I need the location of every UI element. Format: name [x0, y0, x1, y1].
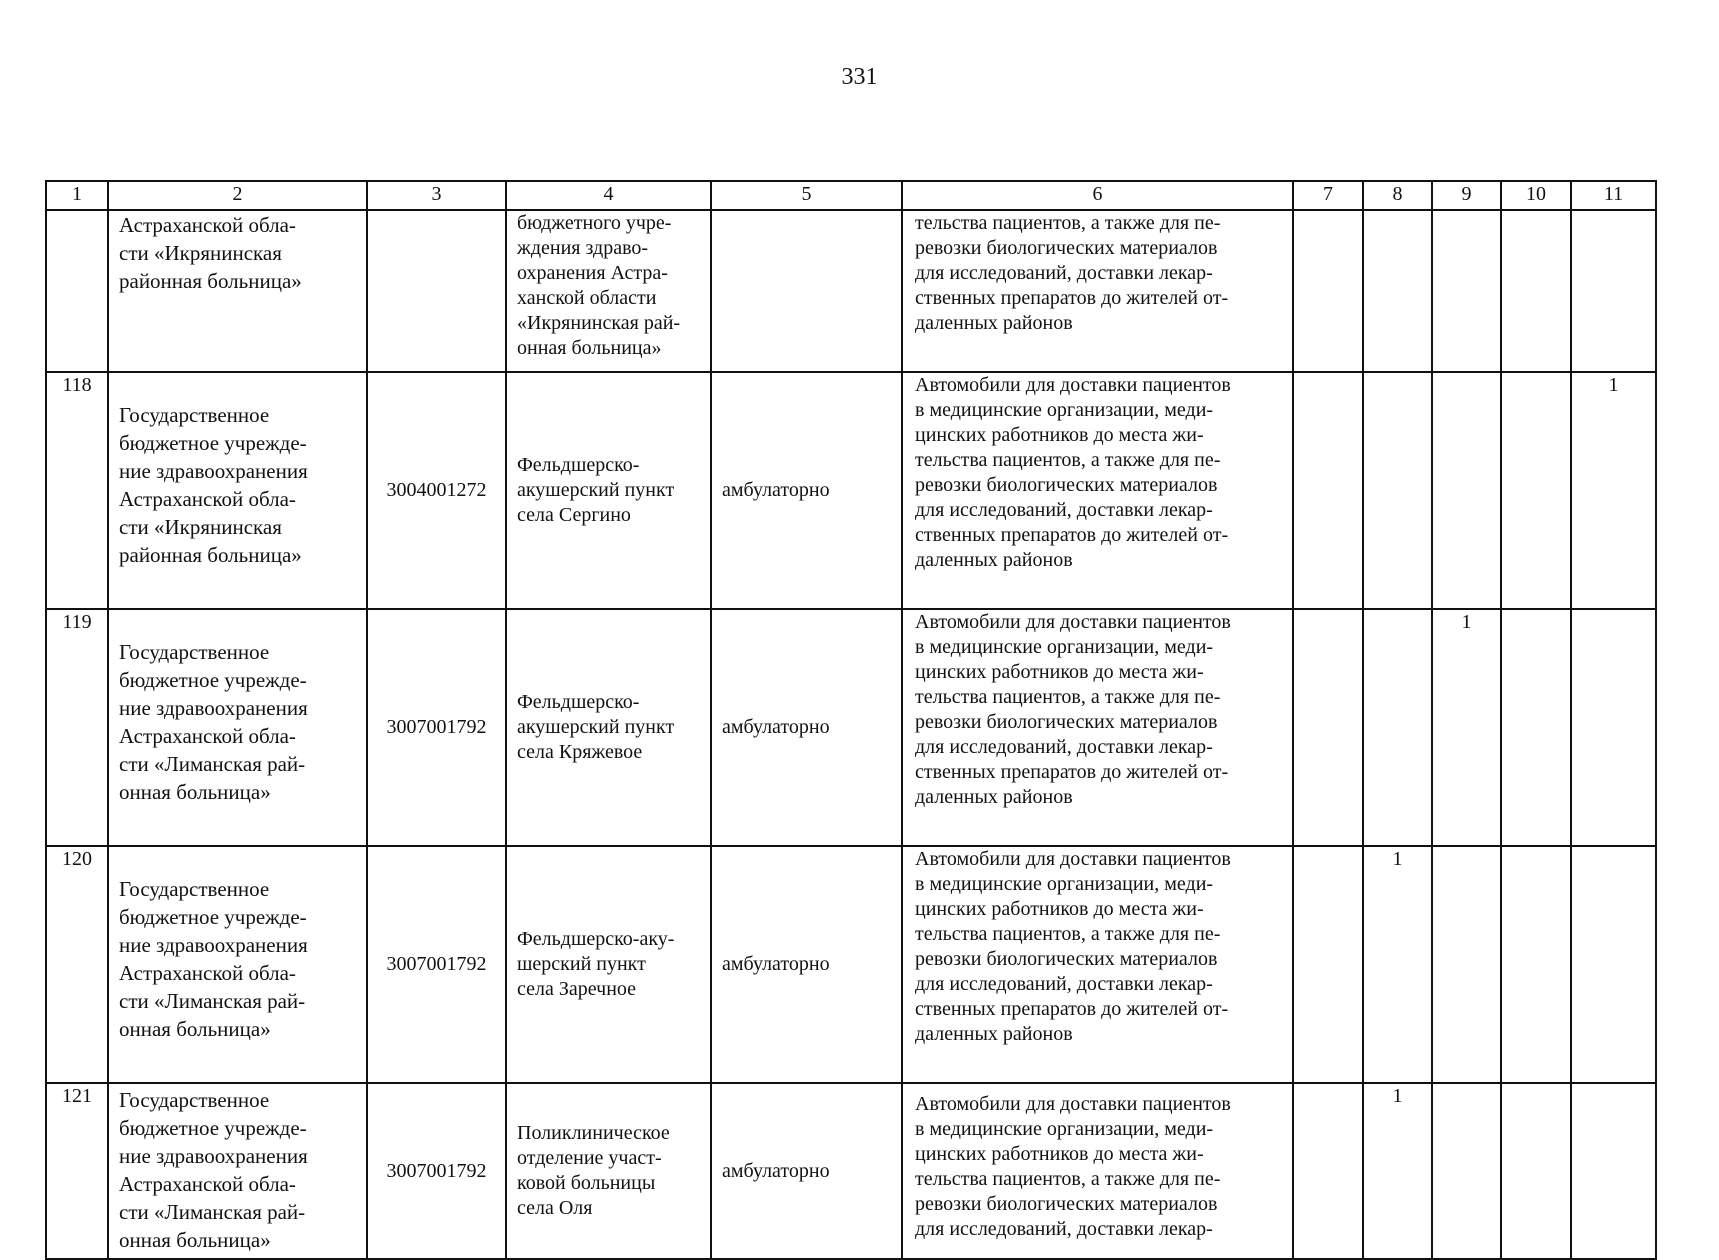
inn-code [367, 210, 506, 372]
column-header: 9 [1432, 181, 1501, 210]
row-number: 120 [46, 846, 108, 1083]
row-number: 119 [46, 609, 108, 846]
count-col-10 [1501, 609, 1571, 846]
organization-name: Государственное бюджетное учрежде- ние здравоохранения Астраханской обла- сти «Икрянинская районная больница» [108, 372, 367, 609]
page-number: 331 [841, 64, 878, 90]
column-header: 5 [711, 181, 902, 210]
count-col-9 [1432, 846, 1501, 1083]
count-col-10 [1501, 846, 1571, 1083]
care-mode: амбулаторно [711, 372, 902, 609]
column-header: 8 [1363, 181, 1432, 210]
table-row [46, 1083, 1656, 1259]
vehicle-purpose: Автомобили для доставки пациентов в медицинские организации, меди- цинских работников до места жи- тельства пациентов, а также для пе- ревозки биологических материалов для исследований, доставки лекар- ственных препаратов до жителей от- даленных районов [902, 372, 1293, 609]
table-row [46, 372, 1656, 609]
column-number-row [46, 181, 1656, 210]
organization-name: Государственное бюджетное учрежде- ние здравоохранения Астраханской обла- сти «Лиманская рай- онная больница» [108, 846, 367, 1083]
count-col-9 [1432, 372, 1501, 609]
count-col-7 [1293, 609, 1363, 846]
row-number [46, 210, 108, 372]
count-col-10 [1501, 210, 1571, 372]
structural-unit: Фельдшерско- акушерский пункт села Кряжевое [506, 609, 711, 846]
care-mode: амбулаторно [711, 846, 902, 1083]
inn-code: 3007001792 [367, 609, 506, 846]
inn-code: 3004001272 [367, 372, 506, 609]
vehicle-purpose: Автомобили для доставки пациентов в медицинские организации, меди- цинских работников до места жи- тельства пациентов, а также для пе- ревозки биологических материалов для исследований, доставки лекар- ственных препаратов до жителей от- даленных районов [902, 846, 1293, 1083]
count-col-10 [1501, 372, 1571, 609]
organization-name: Астраханской обла- сти «Икрянинская районная больница» [108, 210, 367, 372]
count-col-11 [1571, 846, 1656, 1083]
count-col-9 [1432, 210, 1501, 372]
count-col-11 [1571, 1083, 1656, 1259]
count-col-7 [1293, 846, 1363, 1083]
count-col-11 [1571, 609, 1656, 846]
care-mode: амбулаторно [711, 1083, 902, 1259]
count-col-8: 1 [1363, 846, 1432, 1083]
column-header: 7 [1293, 181, 1363, 210]
column-header: 1 [46, 181, 108, 210]
count-col-7 [1293, 372, 1363, 609]
count-col-8 [1363, 210, 1432, 372]
count-col-10 [1501, 1083, 1571, 1259]
column-header: 3 [367, 181, 506, 210]
structural-unit: Фельдшерско- акушерский пункт села Сергино [506, 372, 711, 609]
count-col-9: 1 [1432, 609, 1501, 846]
table-row [46, 846, 1656, 1083]
vehicle-purpose: тельства пациентов, а также для пе- ревозки биологических материалов для исследований, доставки лекар- ственных препаратов до жителей от- даленных районов [902, 210, 1293, 372]
count-col-11 [1571, 210, 1656, 372]
organization-name: Государственное бюджетное учрежде- ние здравоохранения Астраханской обла- сти «Лиманская рай- онная больница» [108, 1083, 367, 1259]
column-header: 2 [108, 181, 367, 210]
count-col-9 [1432, 1083, 1501, 1259]
count-col-7 [1293, 210, 1363, 372]
care-mode [711, 210, 902, 372]
structural-unit: Поликлиническое отделение участ- ковой больницы села Оля [506, 1083, 711, 1259]
structural-unit: Фельдшерско-аку- шерский пункт села Заречное [506, 846, 711, 1083]
column-header: 6 [902, 181, 1293, 210]
count-col-8 [1363, 372, 1432, 609]
inn-code: 3007001792 [367, 1083, 506, 1259]
column-header: 4 [506, 181, 711, 210]
organization-name: Государственное бюджетное учрежде- ние здравоохранения Астраханской обла- сти «Лиманская рай- онная больница» [108, 609, 367, 846]
vehicle-allocation-table [45, 180, 1657, 1260]
vehicle-purpose: Автомобили для доставки пациентов в медицинские организации, меди- цинских работников до места жи- тельства пациентов, а также для пе- ревозки биологических материалов для исследований, доставки лекар- [902, 1083, 1293, 1259]
table-row [46, 210, 1656, 372]
row-number: 118 [46, 372, 108, 609]
row-number: 121 [46, 1083, 108, 1259]
vehicle-purpose: Автомобили для доставки пациентов в медицинские организации, меди- цинских работников до места жи- тельства пациентов, а также для пе- ревозки биологических материалов для исследований, доставки лекар- ственных препаратов до жителей от- даленных районов [902, 609, 1293, 846]
care-mode: амбулаторно [711, 609, 902, 846]
column-header: 11 [1571, 181, 1656, 210]
column-header: 10 [1501, 181, 1571, 210]
inn-code: 3007001792 [367, 846, 506, 1083]
count-col-8 [1363, 609, 1432, 846]
structural-unit: бюджетного учре- ждения здраво- охранения Астра- ханской области «Икрянинская рай- онная больница» [506, 210, 711, 372]
table-row [46, 609, 1656, 846]
count-col-11: 1 [1571, 372, 1656, 609]
count-col-7 [1293, 1083, 1363, 1259]
count-col-8: 1 [1363, 1083, 1432, 1259]
